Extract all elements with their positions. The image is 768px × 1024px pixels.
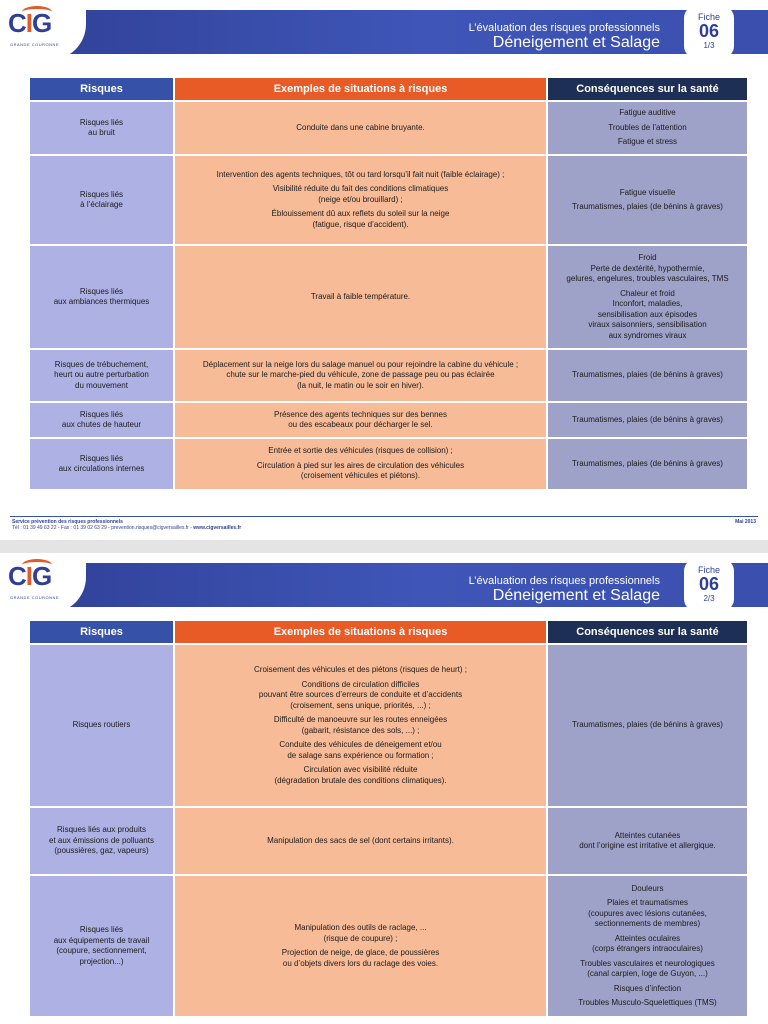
table-row xyxy=(30,246,747,348)
header-title: L’évaluation des risques professionnels Déneigement et Salage xyxy=(468,575,660,604)
cell-line: Déplacement sur la neige lors du salage manuel ou pour rejoindre la cabine du véhicule ; xyxy=(202,359,519,369)
cell-line: aux syndromes viraux xyxy=(608,330,687,340)
cell-line: et aux émissions de polluants xyxy=(49,835,154,845)
cell-line: (risque de coupure) ; xyxy=(323,933,398,943)
logo-subtitle: GRANDE COURONNE xyxy=(10,42,60,47)
cell-line: Troubles vasculaires et neurologiques xyxy=(580,958,715,968)
cell-line: ou des escabeaux pour décharger le sel. xyxy=(288,420,433,429)
cell-paragraph xyxy=(552,959,743,980)
cell-line: du mouvement xyxy=(75,380,128,390)
cell-line: Traumatismes, plaies (de bénins à graves) xyxy=(572,458,723,468)
cell-paragraph xyxy=(552,108,743,119)
cell-paragraph xyxy=(179,740,542,761)
cell-paragraph xyxy=(552,253,743,285)
cell-line: Fatigue et stress xyxy=(617,137,678,147)
cell-line: ou d’objets divers lors du raclage des voies. xyxy=(282,958,439,968)
website-link[interactable]: www.cigversailles.fr xyxy=(193,525,242,531)
cell-line: Traumatismes, plaies (de bénins à graves) xyxy=(572,202,723,211)
cell-line: Traumatismes, plaies (de bénins à graves) xyxy=(572,414,723,424)
cell-paragraph xyxy=(179,360,542,392)
risk-cell xyxy=(30,403,173,437)
cell-line: Éblouissement dû aux reflets du soleil sur la neige xyxy=(271,209,450,219)
cell-paragraph xyxy=(552,459,743,470)
table-header-row xyxy=(30,78,747,100)
table-row xyxy=(30,403,747,437)
cell-line: (coupures avec lésions cutanées, xyxy=(588,908,707,918)
cig-logo: CIG GRANDE COURONNE xyxy=(8,561,60,600)
cell-paragraph xyxy=(179,410,542,431)
cell-line: aux équipements de travail xyxy=(53,935,150,945)
cell-paragraph xyxy=(552,415,743,426)
cell-line: (dégradation brutale des conditions climatiques). xyxy=(274,775,447,785)
cell-line: Difficulté de manoeuvre sur les routes enneigées xyxy=(273,715,448,724)
cell-line: à l’éclairage xyxy=(80,200,123,209)
cell-line: dont l’origine est irritative et allergique. xyxy=(579,841,716,850)
cell-line: Conduite dans une cabine bruyante. xyxy=(296,122,425,132)
cell-line: Risques liés xyxy=(79,286,124,296)
cell-line: Inconfort, maladies, xyxy=(612,299,683,308)
cell-line: pouvant être sources d’erreurs de conduite et d’accidents xyxy=(258,690,463,699)
cell-line: Circulation à pied sur les aires de circulation des véhicules xyxy=(256,460,465,470)
cell-line: Travail à faible température. xyxy=(310,291,411,301)
cell-paragraph xyxy=(179,836,542,847)
column-header-risks: Risques xyxy=(30,78,173,100)
cell-line: Risques routiers xyxy=(72,720,131,730)
cell-paragraph xyxy=(552,123,743,134)
cell-paragraph xyxy=(179,170,542,181)
cell-line: (corps étrangers intraoculaires) xyxy=(592,944,703,953)
cell-paragraph xyxy=(179,715,542,736)
cell-line: Risques de trébuchement, xyxy=(54,359,149,369)
cell-paragraph xyxy=(179,665,542,676)
footer-date: Mai 2013 xyxy=(735,519,756,525)
cell-line: Manipulation des outils de raclage, ... xyxy=(294,923,427,932)
cell-line: Entrée et sortie des véhicules (risques de collision) ; xyxy=(268,446,453,456)
risk-cell xyxy=(30,156,173,244)
cell-line: sensibilisation aux épisodes xyxy=(597,309,698,319)
cell-paragraph xyxy=(179,184,542,205)
examples-cell xyxy=(175,808,546,874)
cell-line: (canal carpien, loge de Guyon, ...) xyxy=(587,969,708,978)
risk-cell xyxy=(30,102,173,154)
cell-line: Froid xyxy=(638,253,657,262)
examples-cell xyxy=(175,350,546,401)
cell-line: Traumatismes, plaies (de bénins à graves) xyxy=(572,370,723,380)
cell-line: Risques liés xyxy=(79,409,124,419)
examples-cell xyxy=(175,403,546,437)
cell-paragraph xyxy=(552,202,743,213)
consequences-cell xyxy=(548,246,747,348)
cell-line: aux chutes de hauteur xyxy=(61,420,142,429)
examples-cell xyxy=(175,246,546,348)
table-row xyxy=(30,808,747,874)
examples-cell xyxy=(175,439,546,489)
cell-paragraph xyxy=(552,884,743,895)
cell-line: Troubles Musculo-Squelettiques (TMS) xyxy=(578,998,717,1007)
cell-line: (gabarit, résistance des sols, ...) ; xyxy=(301,725,420,735)
cell-paragraph xyxy=(179,948,542,969)
column-header-consequences: Conséquences sur la santé xyxy=(548,78,747,100)
table-row xyxy=(30,876,747,1016)
cell-paragraph xyxy=(552,370,743,381)
consequences-cell xyxy=(548,156,747,244)
examples-cell xyxy=(175,102,546,154)
cell-line: Croisement des véhicules et des piétons (risques de heurt) ; xyxy=(254,665,467,674)
examples-cell xyxy=(175,876,546,1016)
cell-line: Risques liés xyxy=(79,117,124,127)
cell-paragraph xyxy=(179,765,542,786)
risk-cell xyxy=(30,808,173,874)
cell-line: Traumatismes, plaies (de bénins à graves) xyxy=(572,720,723,730)
risk-cell xyxy=(30,246,173,348)
cell-line: (neige et/ou brouillard) ; xyxy=(318,194,403,204)
cell-line: Fatigue visuelle xyxy=(619,187,676,197)
fiche-badge: Fiche 06 1/3 xyxy=(684,6,734,54)
cell-paragraph xyxy=(552,998,743,1009)
cell-line: heurt ou autre perturbation xyxy=(54,370,149,380)
risk-cell xyxy=(30,350,173,401)
header-title: L’évaluation des risques professionnels Déneigement et Salage xyxy=(468,22,660,51)
cell-paragraph xyxy=(552,831,743,852)
cell-line: (fatigue, risque d’accident). xyxy=(312,219,409,229)
consequences-cell xyxy=(548,808,747,874)
cell-paragraph xyxy=(552,720,743,731)
column-header-consequences: Conséquences sur la santé xyxy=(548,621,747,643)
cig-logo: CIG GRANDE COURONNE xyxy=(8,8,60,47)
consequences-cell xyxy=(548,876,747,1016)
fiche-badge: Fiche 06 2/3 xyxy=(684,559,734,607)
cell-paragraph xyxy=(179,123,542,134)
cell-paragraph xyxy=(552,984,743,995)
cell-line: viraux saisonniers, sensibilisation xyxy=(588,320,707,329)
consequences-cell xyxy=(548,403,747,437)
cell-line: Fatigue auditive xyxy=(619,108,676,118)
cell-paragraph xyxy=(552,289,743,342)
risk-cell xyxy=(30,876,173,1016)
column-header-examples: Exemples de situations à risques xyxy=(175,621,546,643)
cell-line: Conditions de circulation difficiles xyxy=(301,679,420,689)
cell-line: Projection de neige, de glace, de poussières xyxy=(281,948,440,957)
cell-paragraph xyxy=(552,188,743,199)
cell-line: (croisement, sens unique, priorités, ...) ; xyxy=(290,700,431,710)
consequences-cell xyxy=(548,350,747,401)
cell-line: (poussières, gaz, vapeurs) xyxy=(54,846,149,856)
consequences-cell xyxy=(548,102,747,154)
cell-line: Douleurs xyxy=(631,883,664,893)
cell-line: Risques liés xyxy=(79,189,124,199)
cell-line: (coupure, sectionnement, xyxy=(56,946,147,955)
cell-line: Manipulation des sacs de sel (dont certains irritants). xyxy=(267,835,454,845)
consequences-cell xyxy=(548,439,747,489)
cell-line: Plaies et traumatismes xyxy=(607,898,688,907)
table-row xyxy=(30,439,747,489)
examples-cell xyxy=(175,156,546,244)
cell-paragraph xyxy=(552,934,743,955)
risk-cell xyxy=(30,645,173,806)
cell-paragraph xyxy=(179,680,542,712)
page-footer: Service prévention des risques professionnels Tél : 01 39 49 63 22 - Fax : 01 39 02 63 29 - prevention.risques@cigversailles.fr - www.cigversailles.fr Mai 2013 xyxy=(10,516,758,530)
risk-table xyxy=(28,619,749,1018)
consequences-cell xyxy=(548,645,747,806)
risk-table xyxy=(28,76,749,491)
page-header xyxy=(0,553,768,607)
cell-line: (la nuit, le matin ou le soir en hiver). xyxy=(297,380,424,390)
table-header-row xyxy=(30,621,747,643)
cell-line: Risques liés xyxy=(79,925,124,934)
cell-paragraph xyxy=(179,923,542,944)
cell-paragraph xyxy=(552,898,743,930)
column-header-risks: Risques xyxy=(30,621,173,643)
cell-line: Visibilité réduite du fait des conditions climatiques xyxy=(272,184,449,194)
cell-line: Risques liés aux produits xyxy=(57,825,146,835)
cell-paragraph xyxy=(179,461,542,482)
cell-paragraph xyxy=(179,292,542,303)
cell-line: sectionnements de membres) xyxy=(594,919,701,928)
cell-line: de salage sans expérience ou formation ; xyxy=(287,750,434,760)
column-header-examples: Exemples de situations à risques xyxy=(175,78,546,100)
cell-line: aux circulations internes xyxy=(58,464,145,473)
cell-paragraph xyxy=(179,209,542,230)
cell-line: Chaleur et froid xyxy=(620,288,675,298)
cell-line: Troubles de l’attention xyxy=(608,122,687,132)
cell-line: au bruit xyxy=(88,128,115,137)
cell-paragraph xyxy=(179,446,542,457)
table-row xyxy=(30,156,747,244)
table-row xyxy=(30,102,747,154)
cell-paragraph xyxy=(552,137,743,148)
page-header xyxy=(0,0,768,54)
cell-line: Risques d’infection xyxy=(613,983,682,993)
cell-line: Intervention des agents techniques, tôt ou tard lorsqu’il fait nuit (faible éclairage) ; xyxy=(216,169,505,179)
cell-line: (croisement véhicules et piétons). xyxy=(300,471,421,481)
cell-line: Conduite des véhicules de déneigement et/ou xyxy=(279,740,442,749)
table-row xyxy=(30,350,747,401)
cell-line: aux ambiances thermiques xyxy=(53,297,150,306)
table-row xyxy=(30,645,747,806)
risk-cell xyxy=(30,439,173,489)
cell-line: Circulation avec visibilité réduite xyxy=(303,765,418,774)
cell-line: Perte de dextérité, hypothermie, xyxy=(590,263,705,273)
examples-cell xyxy=(175,645,546,806)
cell-line: chute sur le marche-pied du véhicule, zone de passage peu ou pas éclairée xyxy=(226,370,495,380)
cell-line: Atteintes cutanées xyxy=(614,830,681,840)
cell-line: Risques liés xyxy=(79,453,124,463)
cell-line: gelures, engelures, troubles vasculaires, TMS xyxy=(566,274,729,283)
cell-line: projection...) xyxy=(79,956,124,966)
cell-line: Atteintes oculaires xyxy=(614,933,681,943)
logo-subtitle: GRANDE COURONNE xyxy=(10,595,60,600)
cell-line: Présence des agents techniques sur des bennes xyxy=(273,409,447,419)
